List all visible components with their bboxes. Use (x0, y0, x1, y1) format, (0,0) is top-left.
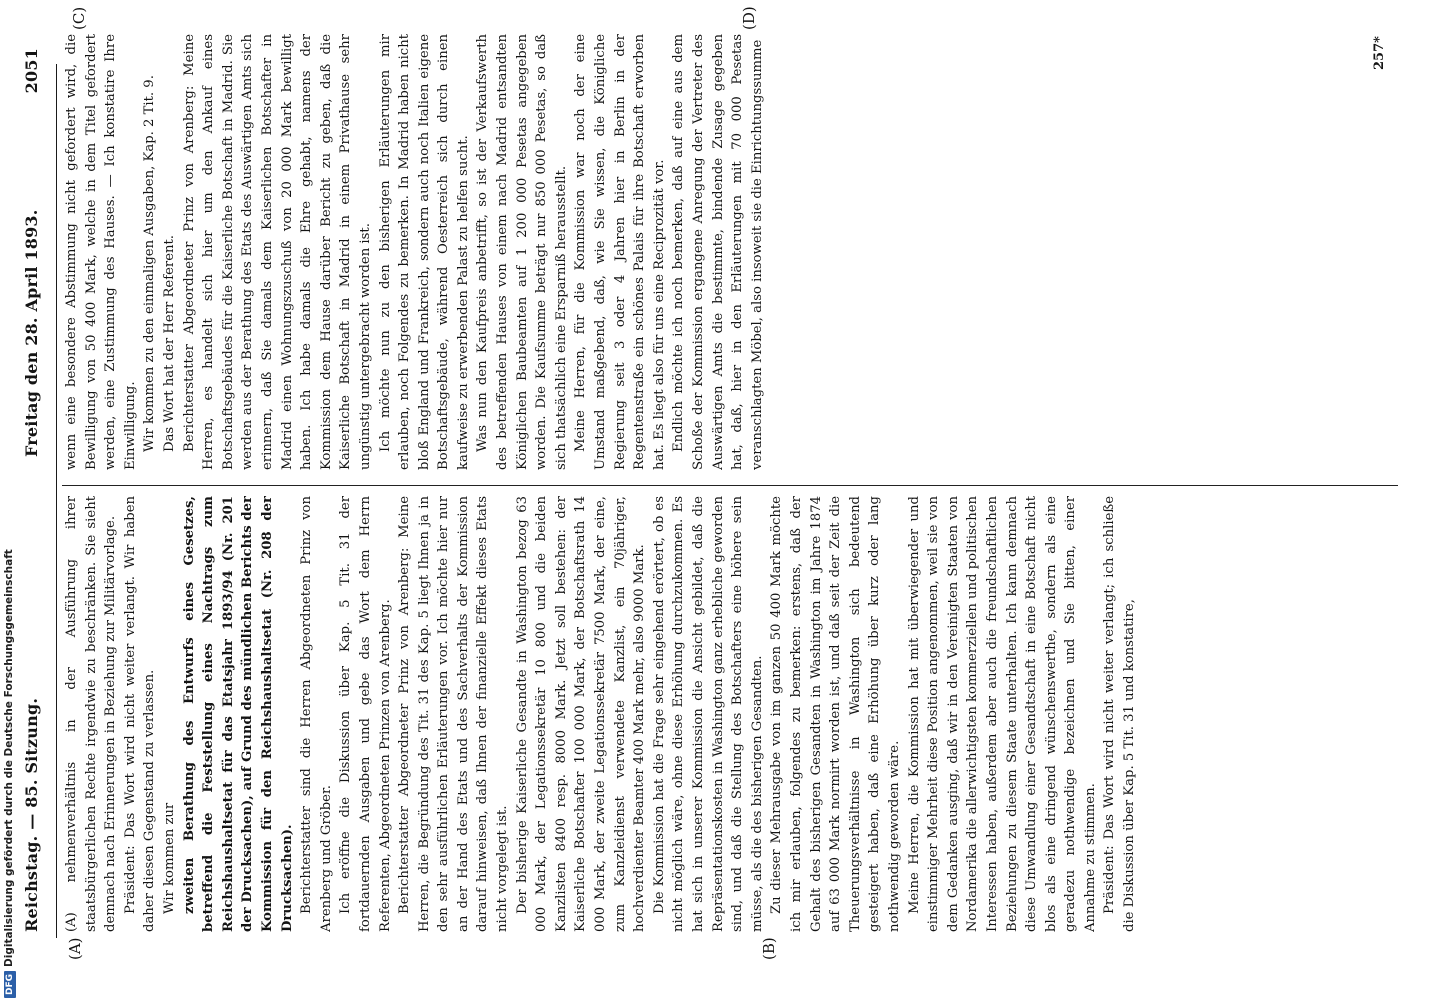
paragraph: Ich eröffne die Diskussion über Kap. 5 Tit. 31 der fortdauernden Ausgaben und gebe das Wort dem Herrn Referenten, Abgeordneten Prinzen von Arenberg. (338, 496, 393, 932)
margin-marker-c: (C) (70, 6, 88, 30)
paragraph: (A) nehmenverhältnis in der Ausführung ihrer staatsbürgerlichen Rechte irgendwie zu beschränken. Sie sieht demnach nach Erinnerungen in Beziehung zur Militärvorlage. (64, 496, 119, 932)
header-page-number: 2051 (22, 48, 41, 94)
margin-marker-b: (B) (760, 937, 778, 960)
paragraph: Berichterstatter Abgeordneter Prinz von Arenberg: Meine Herren, die Begründung des Tit. 31 des Kap. 5 liegt Ihnen ja in den sehr ausführlichen Erläuterungen vor. Ich möchte hier nur an der Hand des Etats und des Sachverhalts der Kommission darauf hinweisen, daß Ihnen der finanzielle Effekt dieses Etats nicht vorgelegt ist. (397, 496, 511, 932)
paragraph: Der bisherige Kaiserliche Gesandte in Washington bezog 63 000 Mark, der Legationssekretär 10 800 und die beiden Kanzlisten 8400 resp. 8000 Mark. Jetzt soll bestehen: der Kaiserliche Botschafter 100 000 Mark, der Botschaftsrath 14 000 Mark, der zweite Legationssekretär 7500 Mark, der eine, zum Kanzleidienst verwendete Kanzlist, ein 70jähriger, hochverdienter Beamter 400 Mark mehr, also 9000 Mark. (514, 496, 648, 932)
left-column (62, 496, 1412, 932)
paragraph: zweiten Berathung des Entwurfs eines Gesetzes, betreffend die Feststellung eines Nachtrags zum Reichshaushaltsetat für das Etatsjahr 1893/94 (Nr. 201 der Drucksachen), auf Grund des mündlichen Berichts der Kommission für den Reichshaushaltsetat (Nr. 208 der Drucksachen). (181, 496, 295, 932)
paragraph: Berichterstatter sind die Herren Abgeordneten Prinz von Arenberg und Gröber. (299, 496, 334, 932)
header-session: Reichstag. — 85. Sitzung. (22, 697, 41, 932)
credit-text: Digitalisierung gefördert durch die Deutsche Forschungsgemeinschaft (3, 549, 15, 967)
dfg-logo: DFG (4, 971, 16, 998)
header-rule (56, 64, 57, 938)
margin-marker-a: (A) (66, 937, 84, 960)
paragraph: Meine Herren, die Kommission hat mit überwiegender und einstimmiger Mehrheit diese Position angenommen, weil sie von dem Gedanken ausging, daß wir in den Vereinigten Staaten von Nordamerika die allerwichtigsten kommerziellen und politischen Interessen haben, außerdem aber auch die freundschaftlichen Beziehungen zu diesem Staate unterhalten. Ich kann demnach diese Umwandlung einer Gesandtschaft in eine Botschaft nicht blos als eine dringend wünschenswerthe, sondern als eine geradezu nothwendige bezeichnen und Sie bitten, einer Annahme zu stimmen. (906, 496, 1098, 932)
signature-mark: 257* (1372, 36, 1387, 70)
header-date: Freitag den 28. April 1893. (22, 209, 41, 457)
paragraph: Endlich möchte ich noch bemerken, daß auf eine aus dem Schoße der Kommission ergangene Anregung der Vertreter des Auswärtigen Amts die bestimmte, bindende Zusage gegeben hat, daß, hier in den Erläuterungen mit 70 000 Pesetas veranschlagten Möbel, also insoweit sie die Einrichtungssumme (671, 34, 765, 470)
paragraph: wenn eine besondere Abstimmung nicht gefordert wird, die Bewilligung von 50 400 Mark, welche in dem Titel gefordert werden, eine Zustimmung des Hauses. — Ich konstatire Ihre Einwilligung. (64, 34, 138, 470)
paragraph: Wir kommen zur (161, 802, 177, 914)
column-divider (62, 485, 1398, 486)
paragraph: Zu dieser Mehrausgabe von im ganzen 50 400 Mark möchte ich mir erlauben, folgendes zu bemerken: erstens, daß der Gehalt des bisherigen Gesandten in Washington im Jahre 1874 auf 63 000 Mark normirt worden ist, und daß seit der Zeit die Theuerungsverhältnisse in Washington sich bedeutend gesteigert haben, daß eine Erhöhung über kurz oder lang nothwendig geworden wäre. (769, 496, 902, 932)
paragraph: Die Kommission hat die Frage sehr eingehend erörtert, ob es nicht möglich wäre, ohne diese Erhöhung durchzukommen. Es hat sich in unserer Kommission die Ansicht gebildet, daß die Repräsentationskosten in Washington ganz erhebliche geworden sind, und daß die Stellung des Botschafters eine höhere sein müsse, als die des bisherigen Gesandten. (651, 496, 765, 932)
paragraph: Präsident: Das Wort wird nicht weiter verlangt; ich schließe die Diskussion über Kap. 5 Tit. 31 und konstatire, (1102, 496, 1138, 932)
paragraph: Berichterstatter Abgeordneter Prinz von Arenberg: Meine Herren, es handelt sich hier um den Ankauf eines Botschaftsgebäudes für die Kaiserliche Botschaft in Madrid. Sie werden aus der Berathung des Etats des Auswärtigen Amts sich erinnern, daß Sie damals dem Kaiserlichen Botschafter in Madrid einen Wohnungszuschuß von 20 000 Mark bewilligt haben. Ich habe damals die Ehre gehabt, namens der Kommission dem Hause darüber Bericht zu geben, daß die Kaiserliche Botschaft in Madrid in einem Privathause sehr ungünstig untergebracht worden ist. (181, 34, 373, 470)
paragraph: Präsident: Das Wort wird nicht weiter verlangt. Wir haben daher diesen Gegenstand zu verlassen. (122, 496, 158, 932)
right-column (62, 34, 1412, 470)
paragraph: Was nun den Kaufpreis anbetrifft, so ist der Verkaufswerth des betreffenden Hauses von einem nach Madrid entsandten Königlichen Baubeamten auf 1 200 000 Pesetas angegeben worden. Die Kaufsumme beträgt nur 850 000 Pesetas, so daß sich thatsächlich eine Ersparniß herausstellt. (475, 34, 569, 470)
paragraph: Ich möchte nun zu den bisherigen Erläuterungen mir erlauben, noch Folgendes zu bemerken. In Madrid haben nicht bloß England und Frankreich, sondern auch noch Italien eigene Botschaftsgebäude, während Oesterreich sich durch einen kaufweise zu erwerbenden Palast zu helfen sucht. (377, 34, 471, 470)
margin-marker-d: (D) (740, 6, 758, 30)
paragraph: Das Wort hat der Herr Referent. (161, 235, 177, 452)
paragraph: Meine Herren, für die Kommission war noch der eine Umstand maßgebend, daß, wie Sie wissen, die Königliche Regierung seit 3 oder 4 Jahren hier in Berlin in der Regentenstraße ein schönes Palais für ihre Botschaft erworben hat. Es liegt also für uns eine Reciprozität vor. (573, 34, 667, 470)
paragraph: Wir kommen zu den einmaligen Ausgaben, Kap. 2 Tit. 9. (142, 75, 158, 452)
